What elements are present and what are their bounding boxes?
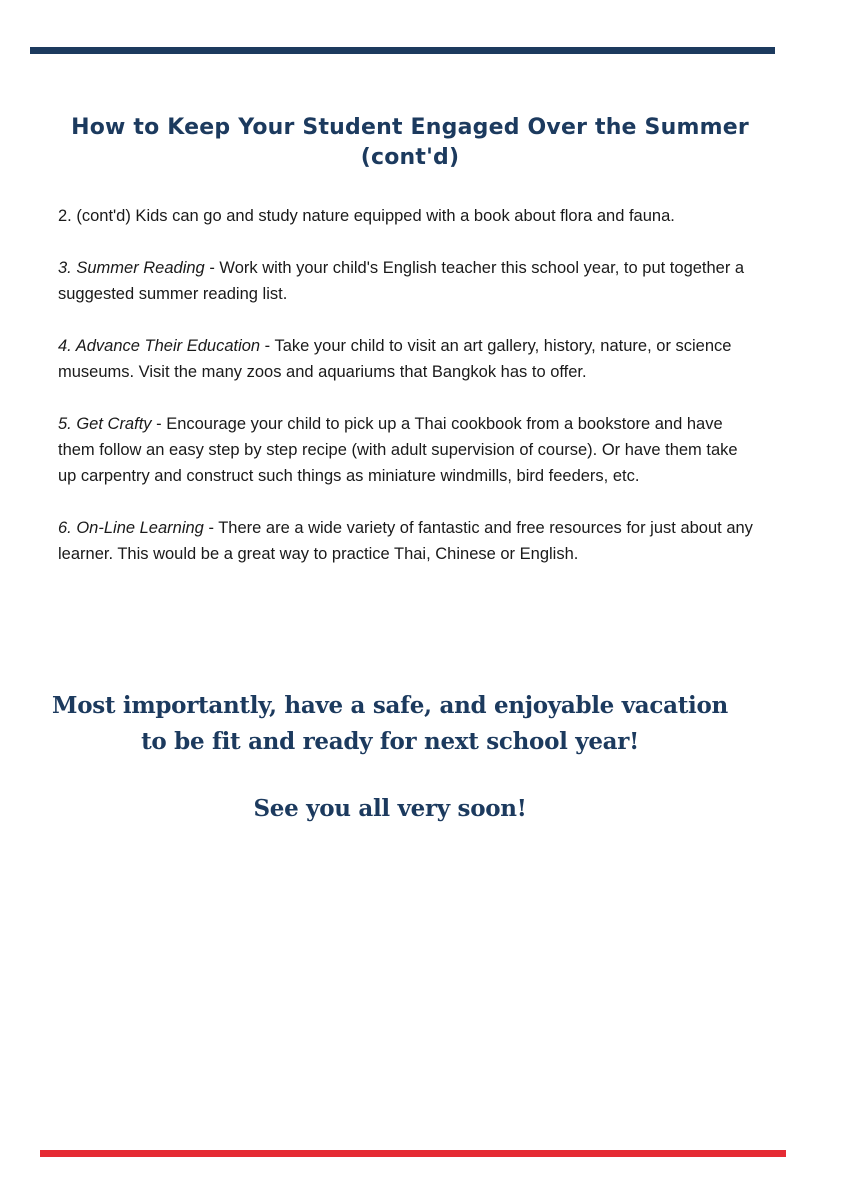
closing-line-1: Most importantly, have a safe, and enjoyable vacation: [52, 692, 728, 719]
paragraph-lead: 5. Get Crafty: [58, 415, 152, 433]
paragraph-lead: 6. On-Line Learning: [58, 519, 204, 537]
paragraph-get-crafty: [58, 411, 758, 489]
paragraph-nature: [58, 203, 758, 229]
closing-message: [40, 688, 740, 760]
paragraph-lead: 4. Advance Their Education: [58, 337, 261, 355]
paragraph-text: - Work with your child's English teacher this school year, to put together a suggested summer reading list.: [58, 259, 745, 303]
paragraph-text: - There are a wide variety of fantastic and free resources for just about any learner. This would be a great way to practice Thai, Chinese or English.: [58, 519, 753, 563]
top-divider: [30, 47, 775, 54]
paragraph-lead: 3. Summer Reading: [58, 259, 205, 277]
paragraph-text: - Take your child to visit an art gallery, history, nature, or science museums. Visit the many zoos and aquariums that Bangkok has to offer.: [58, 337, 732, 381]
page-title-line-1: How to Keep Your Student Engaged Over the Summer: [71, 114, 749, 140]
paragraph-summer-reading: [58, 255, 758, 307]
paragraph-online-learning: [58, 515, 758, 567]
closing-line-2: to be fit and ready for next school year!: [141, 728, 639, 755]
page-title-line-2: (cont'd): [360, 144, 460, 170]
page-title: [60, 113, 760, 173]
bottom-divider: [40, 1150, 786, 1157]
paragraph-text: - Encourage your child to pick up a Thai cookbook from a bookstore and have them follow an easy step by step recipe (with adult supervision of course). Or have them take up carpentry and construct such things as miniature windmills, bird feeders, etc.: [58, 415, 738, 485]
article-body: [58, 203, 758, 593]
paragraph-advance-education: [58, 333, 758, 385]
sign-off: See you all very soon!: [253, 795, 527, 822]
paragraph-text: 2. (cont'd) Kids can go and study nature equipped with a book about flora and fauna.: [58, 207, 675, 225]
